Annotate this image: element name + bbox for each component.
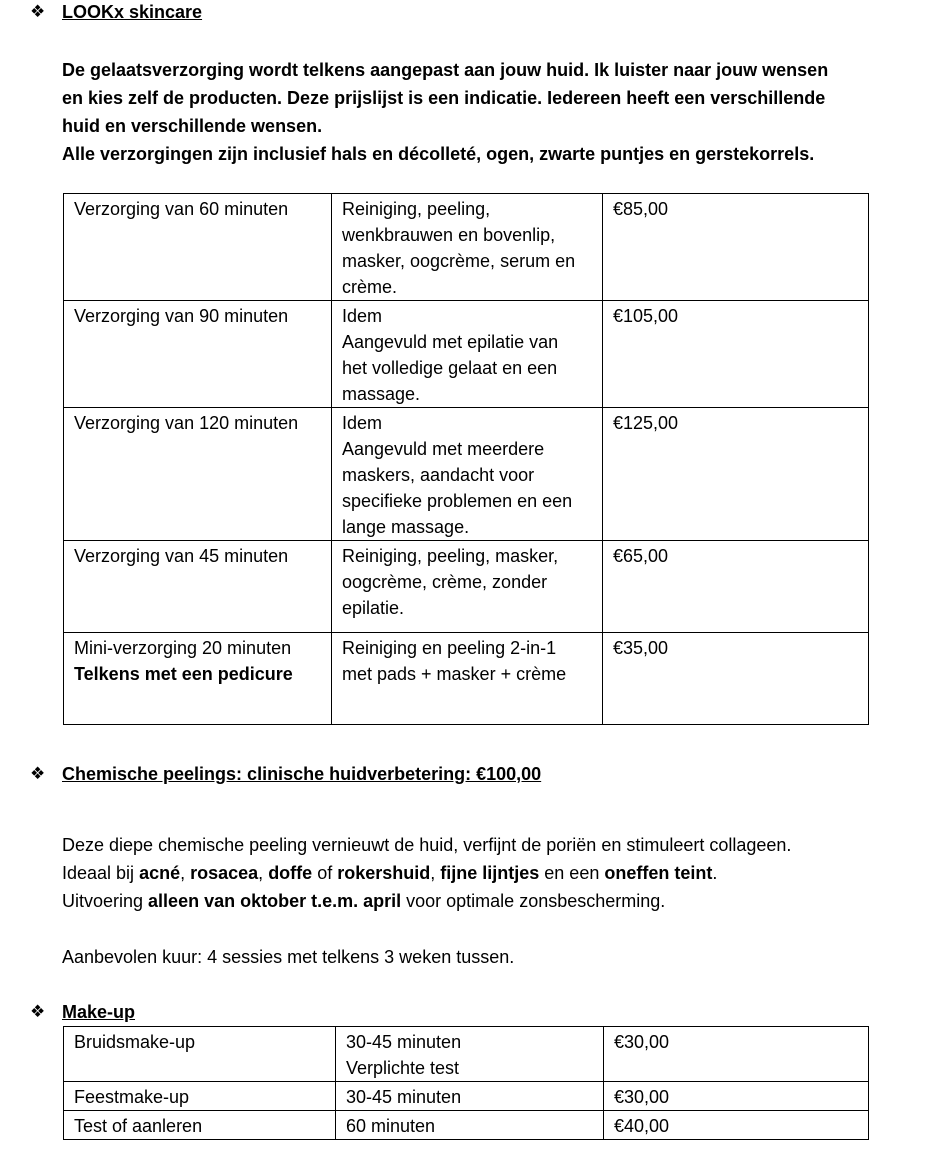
treatment-price: €125,00: [603, 408, 869, 541]
table-row: [64, 301, 869, 408]
peeling-season: Uitvoering alleen van oktober t.e.m. april voor optimale zonsbescherming.: [62, 891, 666, 911]
makeup-name: Test of aanleren: [64, 1111, 336, 1140]
treatment-description: Idem Aangevuld met meerdere maskers, aandacht voor specifieke problemen en een lange massage.: [332, 408, 603, 541]
table-row: [64, 408, 869, 541]
intro-line: huid en verschillende wensen.: [62, 116, 323, 136]
treatment-description: Reiniging en peeling 2-in-1 met pads + masker + crème: [332, 633, 603, 725]
treatment-price: €65,00: [603, 541, 869, 633]
treatment-price: €85,00: [603, 194, 869, 301]
section-title-chemical-peelings: Chemische peelings: clinische huidverbetering: €100,00: [62, 764, 542, 784]
treatment-description: Idem Aangevuld met epilatie van het volledige gelaat en een massage.: [332, 301, 603, 408]
treatment-name: Verzorging van 90 minuten: [64, 301, 332, 408]
treatment-name: Verzorging van 45 minuten: [64, 541, 332, 633]
peeling-text: Deze diepe chemische peeling vernieuwt de huid, verfijnt de poriën en stimuleert collageen.: [62, 835, 792, 855]
table-row: [64, 633, 869, 725]
section-title-makeup: Make-up: [62, 1002, 136, 1022]
makeup-name: Bruidsmake-up: [64, 1027, 336, 1082]
makeup-price: €40,00: [604, 1111, 869, 1140]
makeup-price: €30,00: [604, 1027, 869, 1082]
bullet-icon: ❖: [30, 1002, 46, 1021]
peeling-description: [62, 831, 902, 915]
treatment-price: €35,00: [603, 633, 869, 725]
intro-paragraph: [62, 56, 882, 168]
makeup-name: Feestmake-up: [64, 1082, 336, 1111]
bullet-icon: ❖: [30, 2, 46, 21]
treatment-note: Telkens met een pedicure: [74, 664, 293, 684]
intro-line: en kies zelf de producten. Deze prijslijst is een indicatie. Iedereen heeft een verschillende: [62, 88, 826, 108]
treatment-price: €105,00: [603, 301, 869, 408]
makeup-duration: 60 minuten: [336, 1111, 604, 1140]
table-row: [64, 194, 869, 301]
peeling-course: Aanbevolen kuur: 4 sessies met telkens 3 weken tussen.: [62, 947, 515, 967]
table-row: [64, 541, 869, 633]
treatment-name: Verzorging van 120 minuten: [64, 408, 332, 541]
treatment-name: Mini-verzorging 20 minuten Telkens met een pedicure: [64, 633, 332, 725]
peeling-indications: Ideaal bij acné, rosacea, doffe of rokershuid, fijne lijntjes en een oneffen teint.: [62, 863, 718, 883]
treatment-description: Reiniging, peeling, masker, oogcrème, crème, zonder epilatie.: [332, 541, 603, 633]
skincare-price-table: [63, 193, 869, 725]
table-row: [64, 1027, 869, 1082]
table-row: [64, 1111, 869, 1140]
table-row: [64, 1082, 869, 1111]
treatment-description: Reiniging, peeling, wenkbrauwen en bovenlip, masker, oogcrème, serum en crème.: [332, 194, 603, 301]
treatment-name: Verzorging van 60 minuten: [64, 194, 332, 301]
makeup-price-table: [63, 1026, 869, 1140]
makeup-duration: 30-45 minuten: [336, 1082, 604, 1111]
intro-line: De gelaatsverzorging wordt telkens aangepast aan jouw huid. Ik luister naar jouw wensen: [62, 60, 829, 80]
section-title-skincare: LOOKx skincare: [62, 2, 203, 22]
bullet-icon: ❖: [30, 764, 46, 783]
makeup-duration: 30-45 minuten Verplichte test: [336, 1027, 604, 1082]
intro-line: Alle verzorgingen zijn inclusief hals en décolleté, ogen, zwarte puntjes en gerstekorrels.: [62, 144, 815, 164]
makeup-price: €30,00: [604, 1082, 869, 1111]
